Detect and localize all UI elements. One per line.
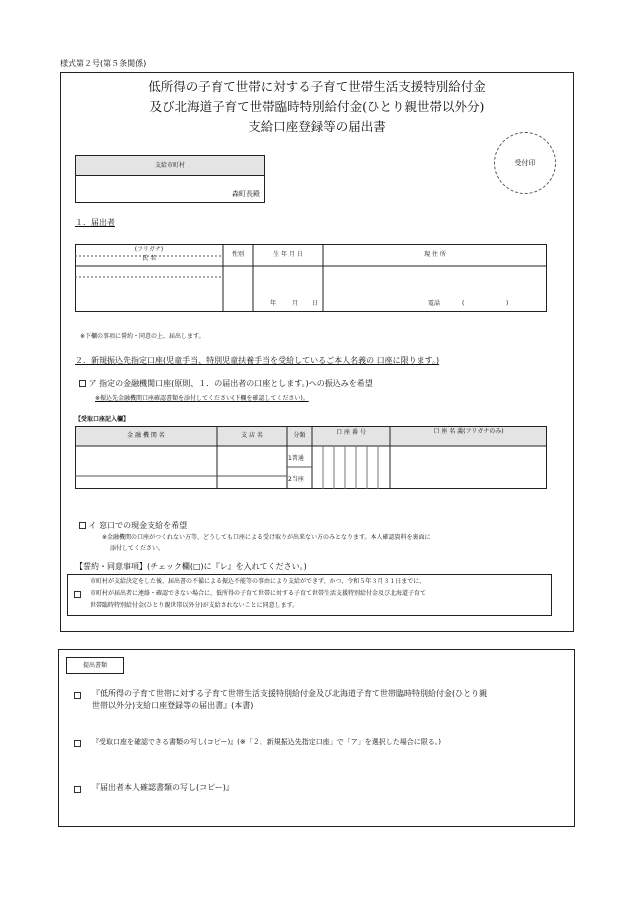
submissions-heading: 提出書類 <box>66 657 124 674</box>
pledge-line-2: 市町村が届出者に連絡・確認できない場合に、低所得の子育て世帯に対する子育て世帯生活支援特別給付金及び北海道子育て <box>90 590 427 597</box>
birth-month-unit: 月 <box>292 300 299 307</box>
option-b-checkbox[interactable] <box>79 522 86 529</box>
submission-3-line-1: 『届出者本人確認書類の写し(コピー)』 <box>92 783 234 792</box>
option-a-note: ※振込先金融機関口座確認書類を添付してください(下欄を確認してください)。 <box>95 395 309 402</box>
submission-2-checkbox[interactable] <box>74 740 81 747</box>
option-b-note-2: 添付してください。 <box>110 545 165 552</box>
submission-3-checkbox[interactable] <box>74 786 81 793</box>
stamp-label: 受付印 <box>514 159 536 167</box>
section1-heading: １．届出者 <box>75 218 115 227</box>
col-class: 分類 <box>293 432 306 439</box>
pledge-checkbox[interactable] <box>74 591 81 598</box>
col-account-number: 口 座 番 号 <box>336 429 366 436</box>
page-title <box>60 77 574 137</box>
birthdate-label: 生 年 月 日 <box>273 251 303 258</box>
pledge-line-1: 市町村が支給決定をした後、届出書の不備による振込不能等の事由により支給ができず、かつ、令和５年３月３１日までに、 <box>90 578 426 585</box>
submission-1-checkbox[interactable] <box>74 692 81 699</box>
col-account-holder: 口 座 名 義(フリガナのみ) <box>433 428 504 435</box>
gender-label: 性別 <box>231 251 244 258</box>
title-line-3: 支給口座登録等の届出書 <box>248 119 386 134</box>
name-label: 氏 名 <box>142 255 156 262</box>
section2-heading: ２．新規振込先指定口座(児童手当、特別児童扶養手当を受給しているご本人名義の 口座に限ります。) <box>75 356 440 365</box>
col-branch-name: 支 店 名 <box>241 432 263 439</box>
title-line-1: 低所得の子育て世帯に対する子育て世帯生活支援特別給付金 <box>148 79 486 94</box>
municipality-box <box>75 155 265 203</box>
submission-2-line-1: 『受取口座を確認できる書類の写し(コピー)』(※「２．新規振込先指定口座」で「ア」を選択した場合に限る。) <box>92 738 442 746</box>
phone-paren-open: ( <box>462 300 465 307</box>
reception-stamp <box>494 132 556 194</box>
address-label: 現 住 所 <box>424 251 446 258</box>
option-a[interactable] <box>79 378 373 389</box>
furigana-label: (フリガナ) <box>134 246 164 253</box>
option-b-label: イ 窓口での現金支給を希望 <box>88 521 188 530</box>
col-bank-name: 金 融 機 関 名 <box>127 432 165 439</box>
phone-paren-close: ) <box>506 300 509 307</box>
title-line-2: 及び北海道子育て世帯臨時特別給付金(ひとり親世帯以外分) <box>149 99 485 114</box>
account-label: 【受取口座記入欄】 <box>75 416 130 423</box>
class-current: 2当座 <box>288 476 304 483</box>
birth-day-unit: 日 <box>312 300 319 307</box>
option-b[interactable] <box>79 520 187 531</box>
municipality-name: 森町長殿 <box>232 190 260 198</box>
oath-note: ※下欄の事項に誓約・同意の上、届出します。 <box>80 333 205 340</box>
submission-1-line-1: 『低所得の子育て世帯に対する子育て世帯生活支援特別給付金及び北海道子育て世帯臨時特別給付金(ひとり親 <box>92 689 488 698</box>
option-a-label: ア 指定の金融機関口座(原則、１．の届出者の口座とします。)への振込みを希望 <box>88 379 373 388</box>
birth-year-unit: 年 <box>270 300 277 307</box>
phone-label: 電話 <box>428 300 441 307</box>
form-number: 様式第２号(第５条関係) <box>60 59 147 68</box>
option-a-checkbox[interactable] <box>79 380 86 387</box>
submission-1-line-2: 世帯以外分)支給口座登録等の届出書』(本書) <box>92 701 254 710</box>
pledge-line-3: 世帯臨時特別給付金(ひとり親世帯以外分)が支給されないことに同意します。 <box>90 602 299 609</box>
option-b-note-1: ※金融機関の口座がつくれない方等、どうしても口座による受け取りが出来ない方のみとなります。本人確認資料を裏面に <box>102 534 431 541</box>
pledge-heading: 【誓約・同意事項】(チェック欄(□)に『レ』を入れてください。) <box>75 562 307 571</box>
class-ordinary: 1普通 <box>288 455 304 462</box>
municipality-header: 支給市町村 <box>76 156 264 176</box>
